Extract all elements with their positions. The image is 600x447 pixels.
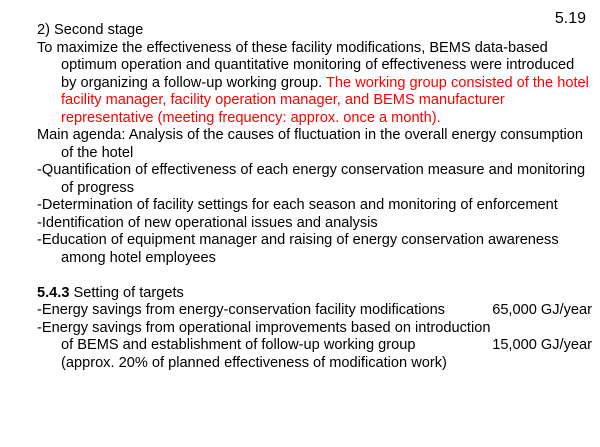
agenda-item: -Quantification of effectiveness of each energy conservation measure and monitoring of progress [37, 162, 586, 196]
slide-body [37, 22, 592, 372]
agenda-item: -Determination of facility settings for each season and monitoring of enforcement [37, 197, 558, 213]
page-number: 5.19 [554, 10, 586, 27]
targets-heading [37, 285, 592, 303]
stage-heading: 2) Second stage [37, 22, 144, 38]
section-title: Setting of targets [69, 284, 184, 301]
agenda-main: Main agenda: Analysis of the causes of fluctuation in the overall energy consumption of the hotel [37, 127, 583, 161]
agenda-item: -Education of equipment manager and raising of energy conservation awareness among hotel employees [37, 232, 559, 266]
target-item-row [37, 337, 592, 355]
target-item-facility [37, 302, 592, 320]
intro-text: To maximize the effectiveness of these facility modifications, BEMS data-based optimum operation and quantitative monitoring of effectiveness were introduced by organizing a follow-up working group. [37, 39, 575, 91]
target-item-operational [37, 320, 592, 373]
section-number: 5.4.3 [37, 284, 70, 301]
spacer [37, 267, 592, 285]
target-item-text: of BEMS and establishment of follow-up working group [61, 337, 416, 353]
intro-paragraph [37, 40, 592, 128]
target-item-text: -Energy savings from operational improvements based on introduction [37, 319, 491, 336]
working-group-text: The working group consisted of the hotel facility manager, facility operation manager, and BEMS manufacturer representative (meeting frequency: approx. once a month). [61, 74, 589, 126]
target-item-text: -Energy savings from energy-conservation facility modifications [37, 302, 445, 318]
target-item-value: 15,000 GJ/year [492, 337, 592, 353]
target-item-value: 65,000 GJ/year [492, 302, 592, 318]
target-item-note: (approx. 20% of planned effectiveness of modification work) [61, 354, 447, 371]
agenda-item: -Identification of new operational issues and analysis [37, 214, 378, 231]
